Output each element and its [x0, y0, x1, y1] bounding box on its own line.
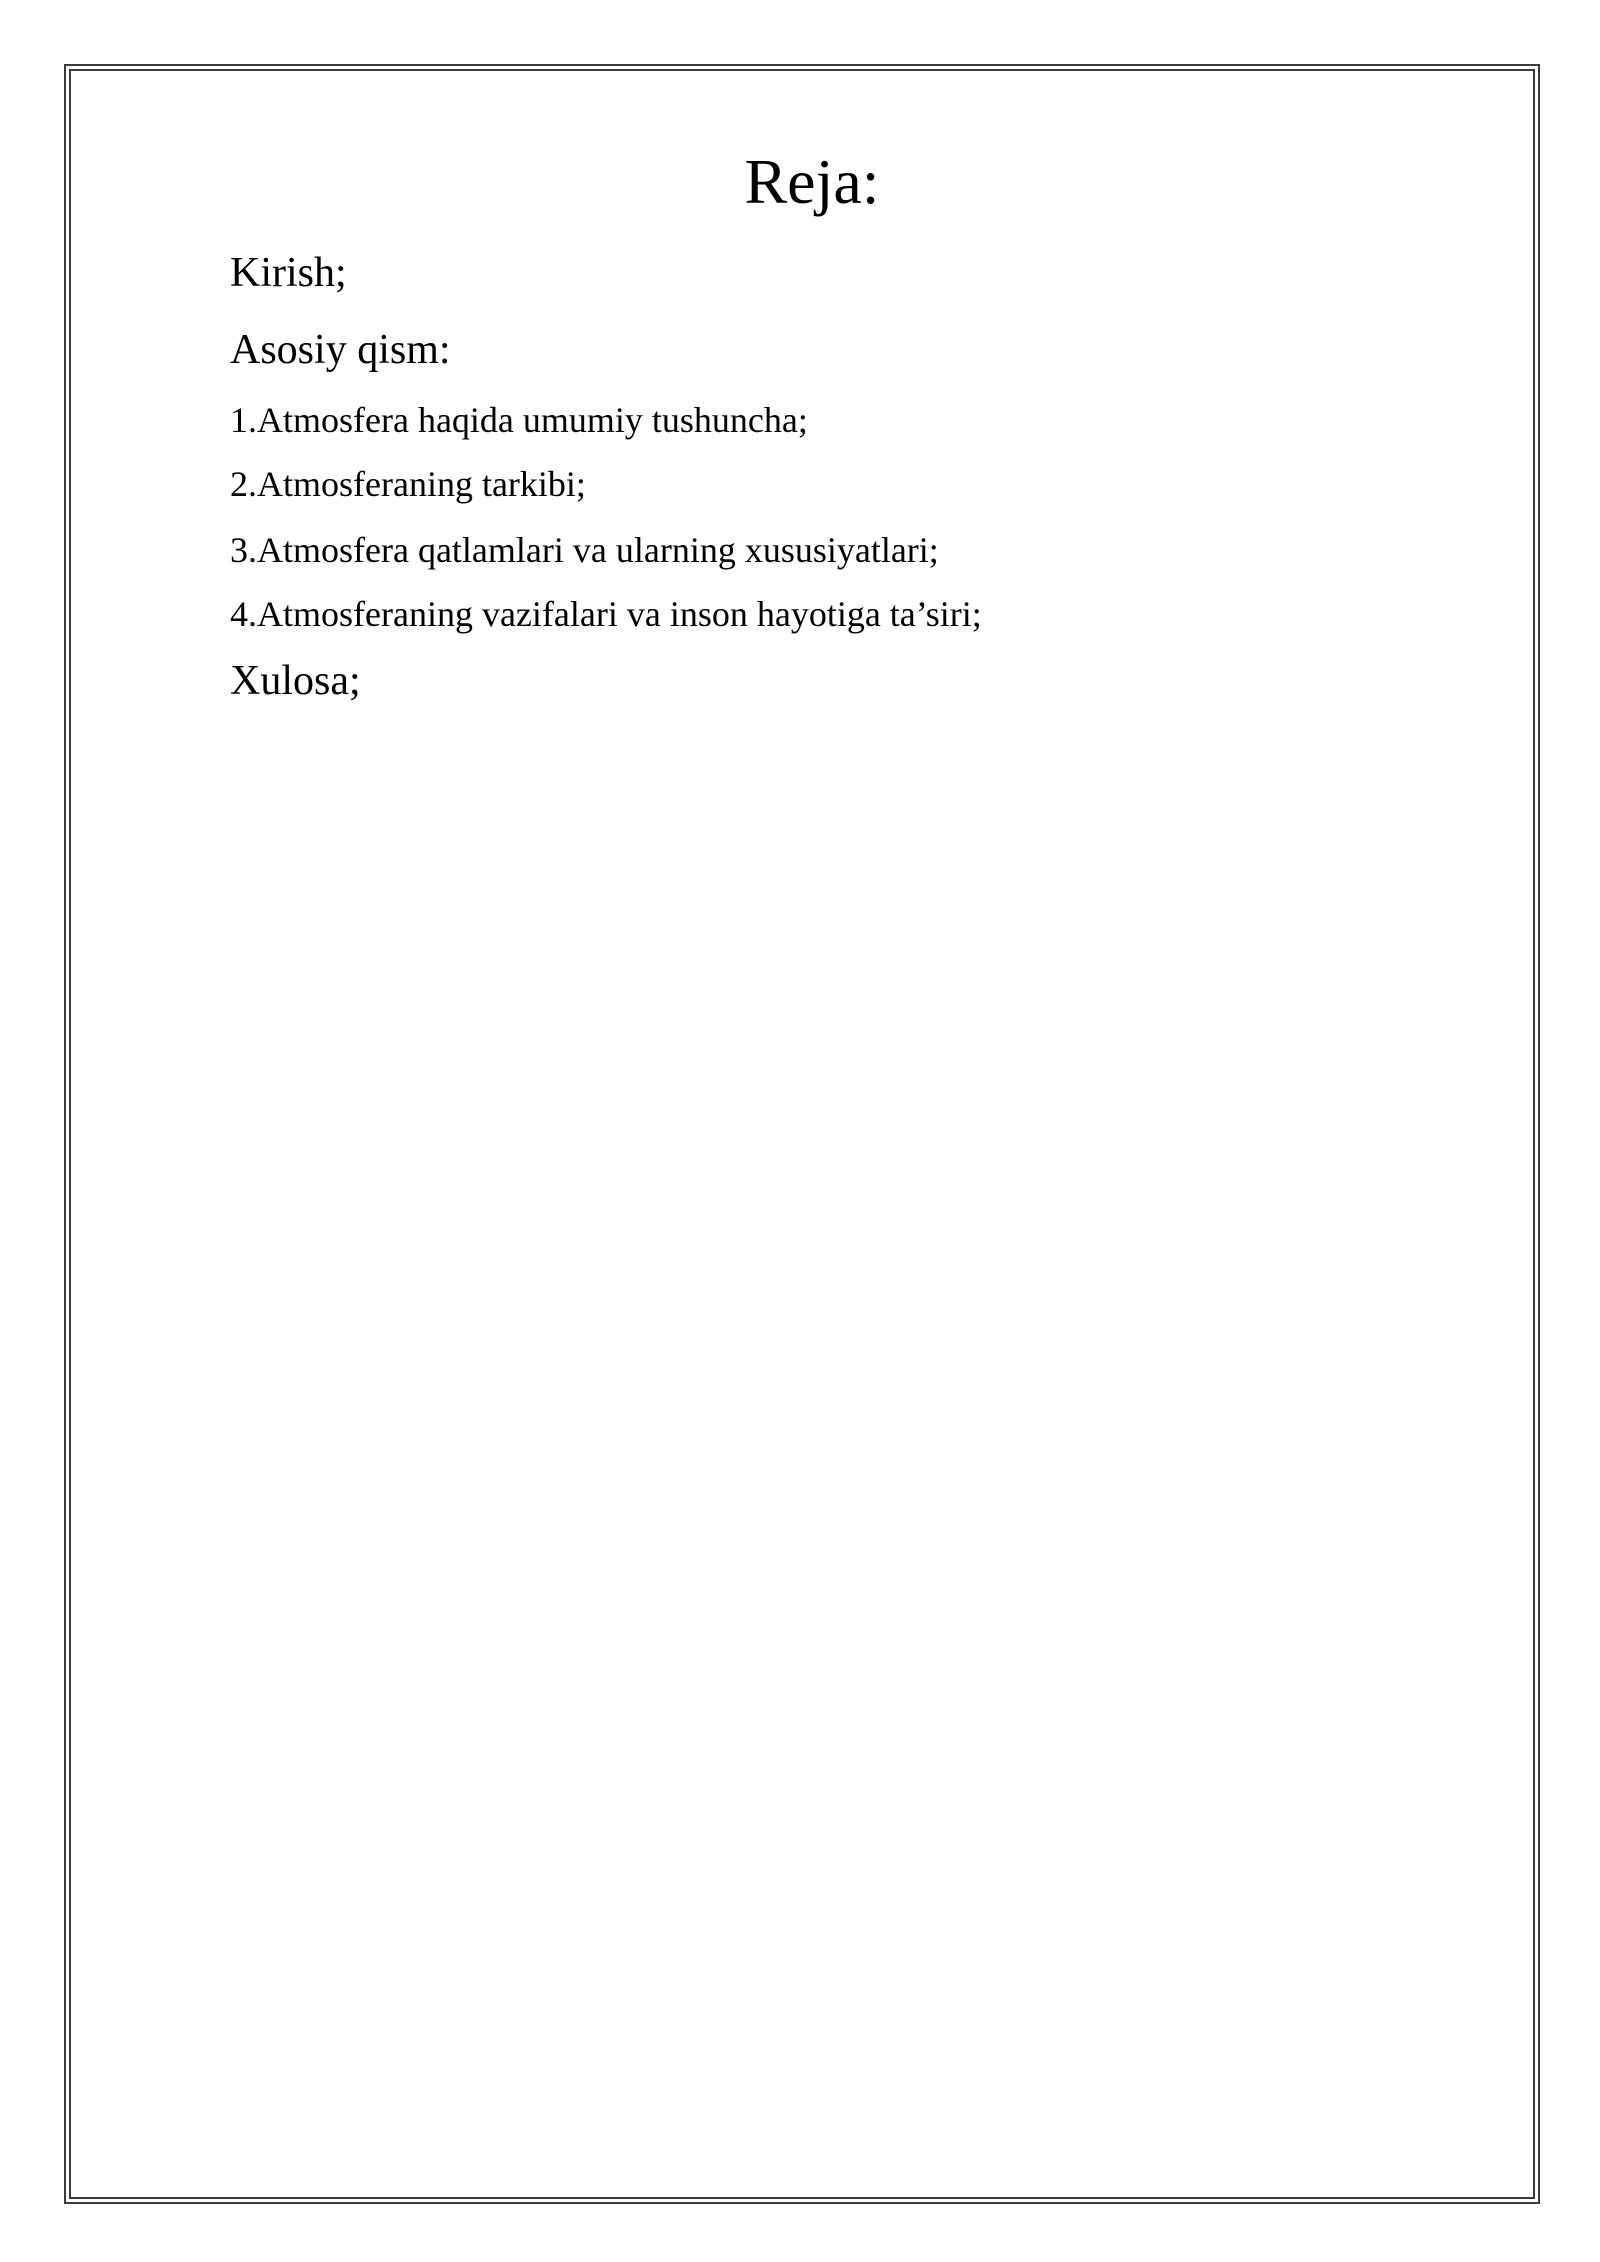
- page-border: [64, 64, 1540, 2204]
- plan-intro: Kirish;: [230, 250, 347, 296]
- plan-item: 4.Atmosferaning vazifalari va inson hayotiga ta’siri;: [230, 594, 982, 634]
- plan-main-part: Asosiy qism:: [230, 327, 451, 373]
- plan-item: 2.Atmosferaning tarkibi;: [230, 464, 586, 504]
- plan-item: 1.Atmosfera haqida umumiy tushuncha;: [230, 400, 808, 440]
- plan-conclusion: Xulosa;: [230, 658, 361, 704]
- page-title: Reja:: [744, 146, 880, 217]
- plan-item: 3.Atmosfera qatlamlari va ularning xususiyatlari;: [230, 530, 939, 570]
